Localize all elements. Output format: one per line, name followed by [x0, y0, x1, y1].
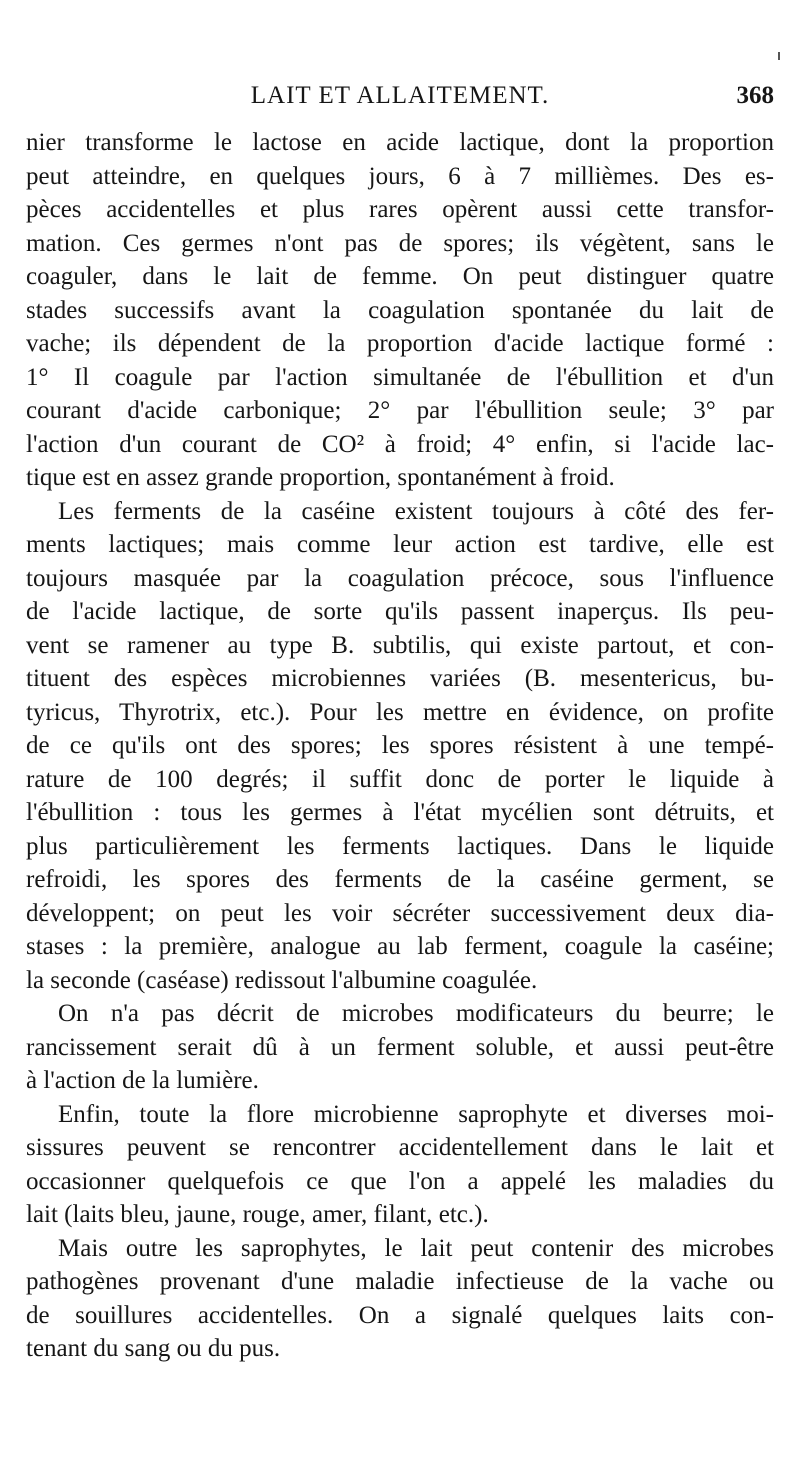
- text-line: nier transforme le lactose en acide lactique, dont la proportion: [26, 129, 774, 156]
- text-line: vache; ils dépendent de la proportion d'acide lactique formé :: [26, 330, 774, 357]
- text-line: refroidi, les spores des ferments de la caséine germent, se: [26, 866, 774, 893]
- text-line: tituent des espèces microbiennes variées (B. mesentericus, bu-: [26, 665, 774, 692]
- text-line: de l'acide lactique, de sorte qu'ils passent inaperçus. Ils peu-: [26, 598, 774, 625]
- text-line: 1° Il coagule par l'action simultanée de l'ébullition et d'un: [26, 363, 774, 391]
- text-line: à l'action de la lumière.: [26, 1067, 259, 1094]
- text-line: coaguler, dans le lait de femme. On peut distinguer quatre: [26, 263, 774, 290]
- text-line: pathogènes provenant d'une maladie infectieuse de la vache ou: [26, 1268, 774, 1295]
- text-line: pèces accidentelles et plus rares opèrent aussi cette transfor-: [26, 196, 774, 223]
- text-line: Les ferments de la caséine existent toujours à côté des fer-: [58, 497, 774, 525]
- text-line: développent; on peut les voir sécréter successivement deux dia-: [26, 899, 774, 927]
- page-number: 368: [736, 82, 774, 109]
- text-line: tyricus, Thyrotrix, etc.). Pour les mettre en évidence, on profite: [26, 698, 774, 726]
- text-line: toujours masquée par la coagulation précoce, sous l'influence: [26, 564, 774, 592]
- text-line: de ce qu'ils ont des spores; les spores résistent à une tempé-: [26, 732, 774, 759]
- text-line: plus particulièrement les ferments lactiques. Dans le liquide: [26, 832, 774, 860]
- text-line: sissures peuvent se rencontrer accidentellement dans le lait et: [26, 1134, 774, 1161]
- text-line: la seconde (caséase) redissout l'albumine coagulée.: [26, 966, 538, 994]
- text-line: mation. Ces germes n'ont pas de spores; ils végètent, sans le: [26, 229, 774, 257]
- text-line: ments lactiques; mais comme leur action est tardive, elle est: [26, 531, 774, 558]
- text-line: occasionner quelquefois ce que l'on a appelé les maladies du: [26, 1167, 774, 1195]
- page-header: [26, 82, 774, 116]
- text-line: On n'a pas décrit de microbes modificateurs du beurre; le: [58, 1000, 774, 1027]
- text-line: Enfin, toute la flore microbienne saprophyte et diverses moi-: [58, 1100, 774, 1128]
- text-line: courant d'acide carbonique; 2° par l'ébullition seule; 3° par: [26, 397, 774, 424]
- text-line: de souillures accidentelles. On a signalé quelques laits con-: [26, 1301, 774, 1329]
- text-line: peut atteindre, en quelques jours, 6 à 7 millièmes. Des es-: [26, 162, 774, 190]
- body-text: [26, 126, 774, 1366]
- running-title: LAIT ET ALLAITEMENT.: [250, 82, 550, 109]
- text-line: tique est en assez grande proportion, spontanément à froid.: [26, 464, 615, 491]
- text-line: Mais outre les saprophytes, le lait peut contenir des microbes: [58, 1234, 774, 1262]
- text-line: l'ébullition : tous les germes à l'état mycélien sont détruits, et: [26, 799, 774, 826]
- text-line: vent se ramener au type B. subtilis, qui existe partout, et con-: [26, 631, 774, 659]
- text-line: l'action d'un courant de CO² à froid; 4° enfin, si l'acide lac-: [26, 430, 774, 458]
- text-line: stades successifs avant la coagulation spontanée du lait de: [26, 296, 774, 324]
- scan-mark: [770, 8, 794, 68]
- text-line: rature de 100 degrés; il suffit donc de porter le liquide à: [26, 765, 774, 793]
- text-line: rancissement serait dû à un ferment soluble, et aussi peut-être: [26, 1033, 774, 1061]
- text-line: stases : la première, analogue au lab ferment, coagule la caséine;: [26, 933, 774, 960]
- text-line: tenant du sang ou du pus.: [26, 1335, 281, 1362]
- text-line: lait (laits bleu, jaune, rouge, amer, filant, etc.).: [26, 1201, 489, 1228]
